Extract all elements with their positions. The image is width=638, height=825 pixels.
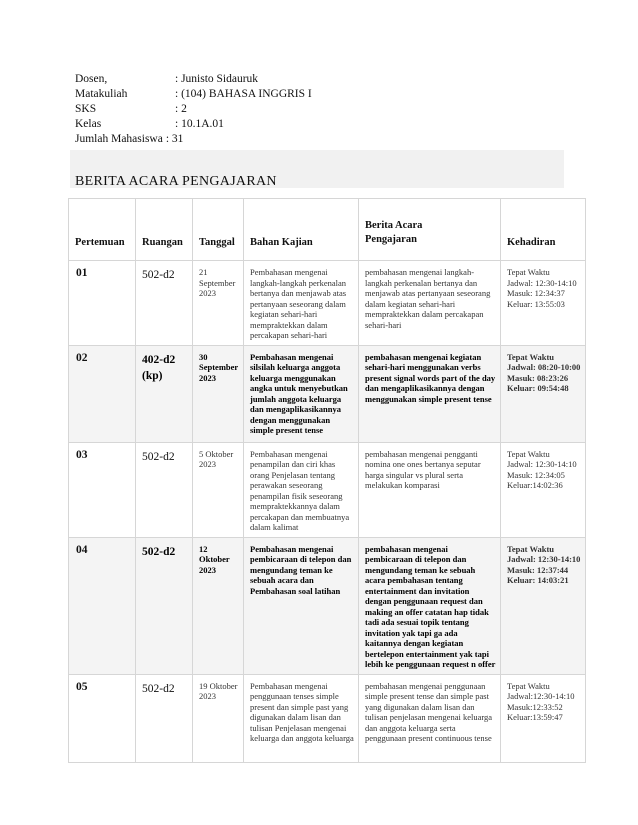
row-tanggal: 19 Oktober 2023 <box>193 674 244 762</box>
col-tanggal: Tanggal <box>193 199 244 261</box>
table-row <box>69 345 586 442</box>
row-ruangan: 502-d2 <box>136 442 193 537</box>
row-ruangan: 402-d2 (kp) <box>136 345 193 442</box>
row-berita-acara: pembahasan mengenai penggunaan simple present tense dan simple past yang digunakan dalam lisan dan tulisan penjelasan mengenai keluarga dan anggota keluarga serta penggunaan present continuous tense <box>359 674 501 762</box>
kehadiran-keluar: Keluar:13:59:47 <box>507 712 563 722</box>
col-berita-acara <box>359 199 501 261</box>
kehadiran-jadwal: Jadwal: 12:30-14:10 <box>507 277 577 288</box>
kehadiran-status: Tepat Waktu <box>507 351 555 362</box>
info-jumlah <box>75 132 312 147</box>
kehadiran-masuk: Masuk: 08:23:26 <box>507 372 569 383</box>
row-bahan-kajian: Pembahasan mengenai silsilah keluarga anggota keluarga menggunakan angka untuk menyebutkan jumlah anggota keluarga dan mengaplikasikannya dengan menggunakan simple present tense <box>244 345 359 442</box>
row-berita-acara: pembahasan mengenai langkah-langkah perkenalan bertanya dan menjawab atas pertanyaan seseorang dalam kegiatan sehari-hari mempraktekkan dalam percakapan sehari-hari <box>359 261 501 346</box>
kehadiran-masuk: Masuk: 12:37:44 <box>507 564 569 575</box>
kehadiran-jadwal: Jadwal: 12:30-14:10 <box>507 459 577 469</box>
table-row <box>69 537 586 674</box>
kehadiran-status: Tepat Waktu <box>507 267 550 277</box>
jumlah-value: : 31 <box>165 133 184 145</box>
kelas-label: Kelas <box>75 118 102 130</box>
row-pertemuan: 04 <box>69 537 136 674</box>
kehadiran-keluar: Keluar:14:02:36 <box>507 480 563 490</box>
kehadiran-status: Tepat Waktu <box>507 448 550 459</box>
kehadiran-jadwal: Jadwal: 12:30-14:10 <box>507 554 581 564</box>
col-bahan-kajian: Bahan Kajian <box>244 199 359 261</box>
col-kehadiran: Kehadiran <box>501 199 586 261</box>
sks-value: : 2 <box>175 103 187 115</box>
row-kehadiran <box>501 345 586 442</box>
row-berita-acara: pembahasan mengenai pembicaraan di telepon dan mengundang teman ke sebuah acara pembahasan tentang entertainment dan invitation dengan penggunaan request dan making an offer catatan hap tidak tadi ada sesuai topik tentang invitation yak tapi ga ada kaitannya dengan kegiatan bertelepon entertainment yak tapi lebih ke penggunaan request n offer <box>359 537 501 674</box>
row-kehadiran <box>501 261 586 346</box>
row-kehadiran <box>501 442 586 537</box>
row-bahan-kajian: Pembahasan mengenai penggunaan tenses simple present dan simple past yang digunakan dalam lisan dan tulisan Penjelasan mengenai keluarga dan anggota keluarga <box>244 674 359 762</box>
row-bahan-kajian: Pembahasan mengenai langkah-langkah perkenalan bertanya dan menjawab atas pertanyaan seseorang dalam kegiatan sehari-hari mempraktekkan dalam percakapan sehari-hari <box>244 261 359 346</box>
row-ruangan: 502-d2 <box>136 674 193 762</box>
course-info <box>75 72 312 147</box>
row-tanggal: 12 Oktober 2023 <box>193 537 244 674</box>
dosen-label: Dosen, <box>75 73 108 85</box>
kehadiran-keluar: Keluar: 13:55:03 <box>507 298 565 309</box>
matakuliah-label: Matakuliah <box>75 88 128 100</box>
row-pertemuan: 03 <box>69 442 136 537</box>
teaching-record-table <box>68 198 586 763</box>
row-tanggal: 5 Oktober 2023 <box>193 442 244 537</box>
info-sks <box>75 102 312 117</box>
kehadiran-masuk: Masuk: 12:34:37 <box>507 288 565 298</box>
matakuliah-value: : (104) BAHASA INGGRIS I <box>175 88 312 100</box>
table-row <box>69 261 586 346</box>
row-bahan-kajian: Pembahasan mengenai pembicaraan di telepon dan mengundang teman ke sebuah acara dan Pembahasan soal latihan <box>244 537 359 674</box>
row-berita-acara: pembahasan mengenai pengganti nomina one ones bertanya seputar harga singular vs plural serta melakukan komparasi <box>359 442 501 537</box>
col-ruangan: Ruangan <box>136 199 193 261</box>
row-tanggal: 21 September 2023 <box>193 261 244 346</box>
col-berita-acara-line1: Berita Acara <box>365 220 423 231</box>
col-berita-acara-line2: Pengajaran <box>365 234 417 245</box>
kelas-value: : 10.1A.01 <box>175 118 224 130</box>
table-row <box>69 442 586 537</box>
row-ruangan: 502-d2 <box>136 537 193 674</box>
kehadiran-masuk: Masuk:12:33:52 <box>507 701 563 712</box>
row-tanggal: 30 September 2023 <box>193 345 244 442</box>
row-pertemuan: 02 <box>69 345 136 442</box>
table-header-row <box>69 199 586 261</box>
info-matakuliah <box>75 87 312 102</box>
jumlah-label: Jumlah Mahasiswa <box>75 133 163 145</box>
kehadiran-masuk: Masuk: 12:34:05 <box>507 469 565 480</box>
kehadiran-status: Tepat Waktu <box>507 543 555 554</box>
sks-label: SKS <box>75 103 97 115</box>
kehadiran-keluar: Keluar: 09:54:48 <box>507 383 569 393</box>
kehadiran-jadwal: Jadwal:12:30-14:10 <box>507 691 575 701</box>
row-pertemuan: 01 <box>69 261 136 346</box>
row-pertemuan: 05 <box>69 674 136 762</box>
row-ruangan: 502-d2 <box>136 261 193 346</box>
col-pertemuan: Pertemuan <box>69 199 136 261</box>
kehadiran-jadwal: Jadwal: 08:20-10:00 <box>507 362 581 372</box>
dosen-value: : Junisto Sidauruk <box>175 73 259 85</box>
info-dosen <box>75 72 312 87</box>
row-berita-acara: pembahasan mengenai kegiatan sehari-hari menggunakan verbs present signal words part of the day dan mengaplikasikannya dengan menggunakan simple present tense <box>359 345 501 442</box>
row-kehadiran <box>501 537 586 674</box>
row-bahan-kajian: Pembahasan mengenai penampilan dan ciri khas orang Penjelasan tentang perawakan seseorang penampilan fisik seseorang mempraktekkannya dalam percakapan dan membuatnya dalam kalimat <box>244 442 359 537</box>
table-row <box>69 674 586 762</box>
kehadiran-status: Tepat Waktu <box>507 680 550 691</box>
row-kehadiran <box>501 674 586 762</box>
page-title: BERITA ACARA PENGAJARAN <box>75 174 277 189</box>
info-kelas <box>75 117 312 132</box>
kehadiran-keluar: Keluar: 14:03:21 <box>507 575 569 585</box>
